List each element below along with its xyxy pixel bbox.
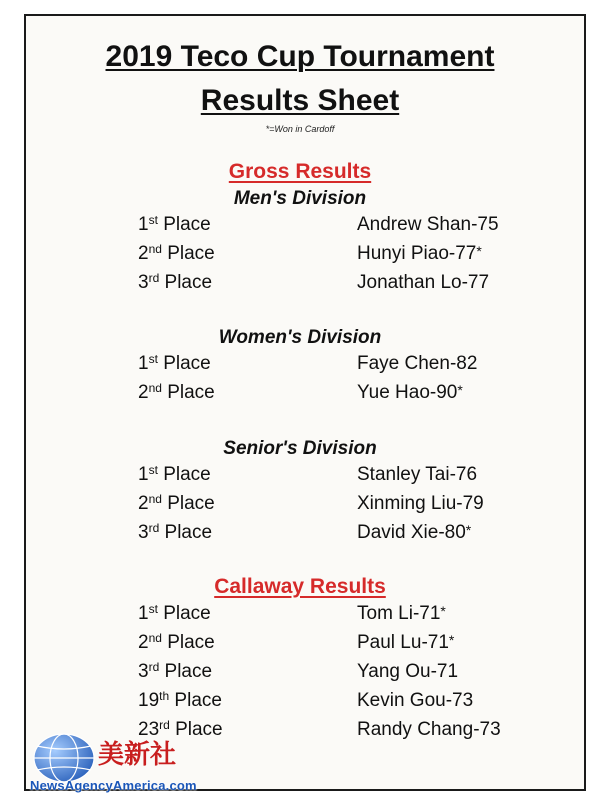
player-name: David Xie-80 (357, 522, 466, 543)
cardoff-note: *=Won in Cardoff (265, 124, 335, 134)
place-number: 2 (138, 243, 149, 264)
place-ordinal-suffix: nd (148, 242, 162, 256)
place-label (138, 272, 212, 294)
place-word: Place (161, 382, 215, 403)
place-label (138, 632, 215, 654)
watermark-chinese-text: 美新社 (98, 740, 177, 770)
place-number: 1 (138, 464, 149, 485)
result-row (0, 272, 600, 298)
place-number: 19 (138, 690, 160, 711)
globe-logo-icon (26, 728, 106, 784)
place-ordinal-suffix: st (148, 352, 158, 366)
result-row (0, 464, 600, 490)
place-number: 3 (138, 272, 149, 293)
player-name: Stanley Tai-76 (357, 464, 478, 485)
place-number: 3 (138, 522, 149, 543)
place-word: Place (169, 719, 223, 740)
result-row (0, 632, 600, 658)
place-word: Place (157, 214, 211, 235)
place-label (138, 493, 215, 515)
cardoff-marker: * (465, 522, 472, 538)
player-name: Tom Li-71 (357, 603, 441, 624)
result-row (0, 353, 600, 379)
place-label (138, 382, 215, 404)
place-label (138, 690, 222, 712)
result-row (0, 690, 600, 716)
place-number: 2 (138, 632, 149, 653)
place-number: 23 (138, 719, 160, 740)
place-ordinal-suffix: st (148, 213, 158, 227)
page-title: 2019 Teco Cup Tournament (105, 40, 495, 73)
player-score (357, 632, 454, 654)
player-name: Paul Lu-71 (357, 632, 449, 653)
place-word: Place (161, 493, 215, 514)
place-ordinal-suffix: nd (148, 381, 162, 395)
place-label (138, 661, 212, 683)
place-word: Place (161, 243, 215, 264)
player-score (357, 382, 463, 404)
place-word: Place (159, 522, 213, 543)
player-name: Yue Hao-90 (357, 382, 458, 403)
cardoff-marker: * (476, 243, 482, 259)
place-number: 3 (138, 661, 149, 682)
player-name: Yang Ou-71 (357, 661, 459, 682)
player-score (357, 243, 482, 265)
gross-results-heading: Gross Results (228, 160, 372, 183)
result-row (0, 493, 600, 519)
place-word: Place (157, 353, 211, 374)
place-word: Place (169, 690, 222, 711)
player-name: Faye Chen-82 (357, 353, 478, 374)
player-name: Hunyi Piao-77 (357, 243, 477, 264)
place-word: Place (159, 661, 213, 682)
result-row (0, 243, 600, 269)
page-subtitle: Results Sheet (200, 84, 400, 117)
result-row (0, 522, 600, 548)
cardoff-marker: * (457, 382, 463, 398)
mens-division-heading: Men's Division (233, 188, 367, 209)
place-number: 1 (138, 353, 149, 374)
place-label (138, 603, 211, 625)
place-ordinal-suffix: rd (148, 660, 160, 674)
result-row (0, 661, 600, 687)
player-score (357, 603, 446, 625)
place-ordinal-suffix: st (148, 602, 158, 616)
watermark-site-text: NewsAgencyAmerica.com (30, 778, 197, 793)
player-score (357, 690, 473, 712)
player-score (357, 522, 471, 544)
news-agency-watermark (26, 728, 226, 798)
place-ordinal-suffix: rd (148, 271, 160, 285)
place-word: Place (157, 464, 211, 485)
cardoff-marker: * (440, 603, 446, 619)
result-row (0, 382, 600, 408)
result-row (0, 214, 600, 240)
place-label (138, 243, 215, 265)
cardoff-marker: * (448, 632, 455, 648)
place-word: Place (157, 603, 211, 624)
place-word: Place (161, 632, 215, 653)
place-ordinal-suffix: rd (159, 718, 170, 732)
place-label (138, 522, 212, 544)
player-score (357, 353, 477, 375)
player-name: Andrew Shan-75 (357, 214, 499, 235)
place-label (138, 353, 211, 375)
place-ordinal-suffix: th (159, 689, 170, 703)
seniors-division-heading: Senior's Division (223, 438, 377, 459)
result-row (0, 603, 600, 629)
player-score (357, 214, 499, 236)
place-ordinal-suffix: rd (148, 521, 160, 535)
place-ordinal-suffix: nd (148, 492, 162, 506)
callaway-results-heading: Callaway Results (214, 575, 386, 598)
player-name: Kevin Gou-73 (357, 690, 474, 711)
player-score (357, 464, 477, 486)
place-word: Place (159, 272, 213, 293)
player-score (357, 272, 489, 294)
player-name: Jonathan Lo-77 (357, 272, 490, 293)
place-number: 2 (138, 493, 149, 514)
player-name: Randy Chang-73 (357, 719, 501, 740)
place-number: 1 (138, 214, 149, 235)
place-number: 1 (138, 603, 149, 624)
womens-division-heading: Women's Division (218, 327, 382, 348)
player-score (357, 661, 458, 683)
player-name: Xinming Liu-79 (357, 493, 484, 514)
player-score (357, 493, 484, 515)
player-score (357, 719, 501, 741)
place-ordinal-suffix: st (148, 463, 158, 477)
place-number: 2 (138, 382, 149, 403)
place-label (138, 464, 211, 486)
place-label (138, 214, 211, 236)
place-ordinal-suffix: nd (148, 631, 162, 645)
